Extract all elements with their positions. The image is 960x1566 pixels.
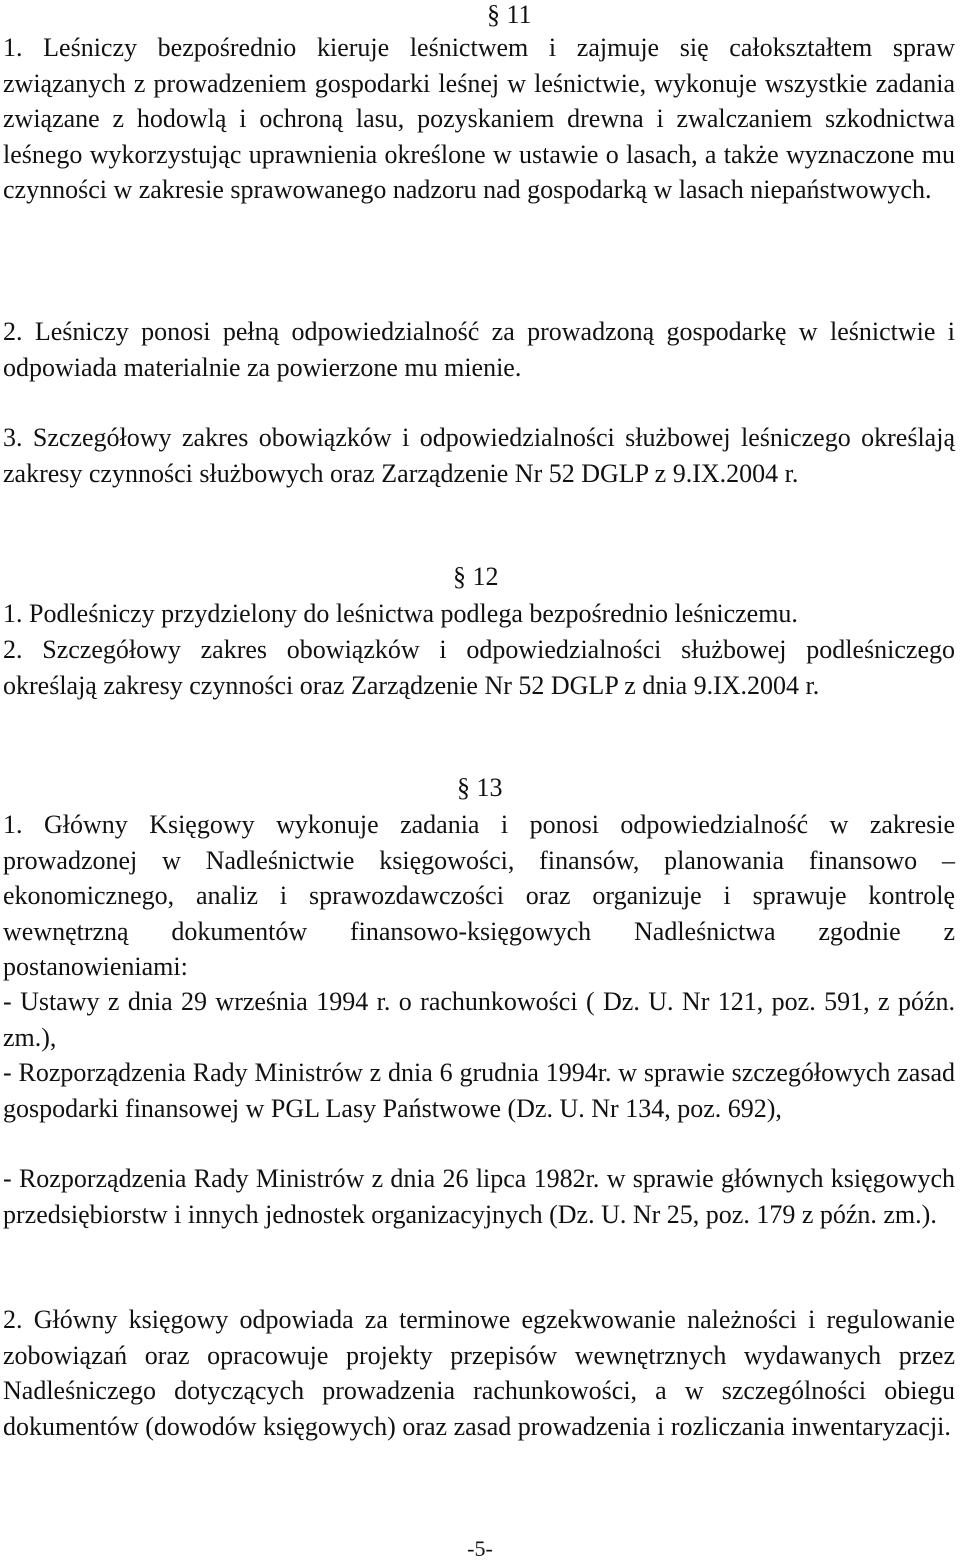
section-13-bullet-2: - Rozporządzenia Rady Ministrów z dnia 6 grudnia 1994r. w sprawie szczegółowych zasad gospodarki finansowej w PGL Lasy Państwowe (Dz. U. Nr 134, poz. 692), <box>3 1058 955 1123</box>
page-number: -5- <box>467 1536 493 1561</box>
section-11-paragraph-2: 2. Leśniczy ponosi pełną odpowiedzialność za prowadzoną gospodarkę w leśnictwie i odpowiada materialnie za powierzone mu mienie. <box>3 317 955 382</box>
section-11-heading: § 11 <box>487 0 532 29</box>
section-13-paragraph-1: 1. Główny Księgowy wykonuje zadania i ponosi odpowiedzialność w zakresie prowadzonej w Nadleśnictwie księgowości, finansów, planowania finansowo – ekonomicznego, analiz i sprawozdawczości oraz organizuje i sprawuje kontrolę wewnętrzną dokumentów finansowo-księgowych Nadleśnictwa zgodnie z postanowieniami: <box>3 810 955 981</box>
section-13-bullet-3: - Rozporządzenia Rady Ministrów z dnia 26 lipca 1982r. w sprawie głównych księgowych przedsiębiorstw i innych jednostek organizacyjnych (Dz. U. Nr 25, poz. 179 z późn. zm.). <box>3 1164 955 1229</box>
section-11-paragraph-3: 3. Szczegółowy zakres obowiązków i odpowiedzialności służbowej leśniczego określają zakresy czynności służbowych oraz Zarządzenie Nr 52 DGLP z 9.IX.2004 r. <box>3 423 955 488</box>
section-12-paragraph-2: 2. Szczegółowy zakres obowiązków i odpowiedzialności służbowej podleśniczego określają zakresy czynności oraz Zarządzenie Nr 52 DGLP z dnia 9.IX.2004 r. <box>3 635 955 700</box>
section-12-heading: § 12 <box>453 562 499 591</box>
section-13-bullet-1: - Ustawy z dnia 29 września 1994 r. o rachunkowości ( Dz. U. Nr 121, poz. 591, z późn. zm.), <box>3 987 955 1052</box>
section-12-paragraph-1: 1. Podleśniczy przydzielony do leśnictwa podlega bezpośrednio leśniczemu. <box>3 599 798 628</box>
section-13-heading: § 13 <box>457 773 503 802</box>
section-11-paragraph-1: 1. Leśniczy bezpośrednio kieruje leśnictwem i zajmuje się całokształtem spraw związanych z prowadzeniem gospodarki leśnej w leśnictwie, wykonuje wszystkie zadania związane z hodowlą i ochroną lasu, pozyskaniem drewna i zwalczaniem szkodnictwa leśnego wykorzystując uprawnienia określone w ustawie o lasach, a także wyznaczone mu czynności w zakresie sprawowanego nadzoru nad gospodarką w lasach niepaństwowych. <box>3 33 955 204</box>
section-13-paragraph-2: 2. Główny księgowy odpowiada za terminowe egzekwowanie należności i regulowanie zobowiązań oraz opracowuje projekty przepisów wewnętrznych wydawanych przez Nadleśniczego dotyczących prowadzenia rachunkowości, a w szczególności obiegu dokumentów (dowodów księgowych) oraz zasad prowadzenia i rozliczania inwentaryzacji. <box>3 1305 955 1441</box>
